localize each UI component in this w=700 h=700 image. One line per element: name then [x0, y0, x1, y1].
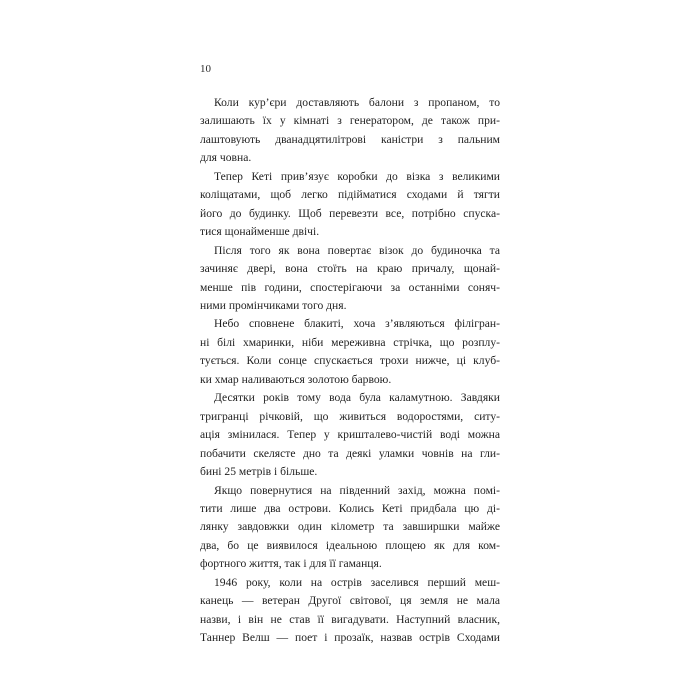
text-line: Коли кур’єри доставляють балони з пропаном, то: [214, 96, 500, 109]
text-line: залишають їх у кімнаті з генератором, де також при-: [200, 114, 500, 128]
page-number: 10: [200, 63, 211, 75]
body-text: [200, 94, 500, 648]
text-line: тується. Коли сонце спускається трохи нижче, ці клуб-: [200, 354, 500, 368]
text-line: ки хмар наливаються золотою барвою.: [200, 372, 392, 386]
text-line: лянку завдовжки один кілометр та завширшки майже: [200, 520, 500, 534]
paragraph: [200, 315, 500, 389]
text-line: Небо сповнене блакиті, хоча з’являються філігран-: [214, 317, 500, 331]
text-line: тригранці річковій, що живиться водоростями, ситу-: [200, 409, 500, 423]
paragraph: [200, 94, 500, 168]
text-line: зачиняє двері, вона стоїть на краю причалу, щонай-: [200, 262, 500, 276]
text-line: ні білі хмаринки, ніби мереживна стрічка, що розплу-: [200, 335, 500, 349]
text-line: лаштовують дванадцятилітрові каністри з пальним: [200, 132, 500, 146]
text-line: Таннер Велш — поет і прозаїк, назвав острів Сходами: [200, 631, 500, 645]
text-line: менше пів години, спостерігаючи за останніми соняч-: [200, 280, 500, 294]
text-line: побачити скелясте дно та деякі уламки човнів на гли-: [200, 446, 500, 460]
text-line: ними промінчиками того дня.: [200, 298, 347, 312]
text-line: для човна.: [200, 151, 252, 165]
paragraph: [200, 574, 500, 648]
paragraph: [200, 242, 500, 316]
text-line: назви, і він не став її вигадувати. Наступний власник,: [200, 612, 500, 626]
text-line: Після того як вона повертає візок до будиночка та: [214, 243, 500, 257]
text-line: фортного життя, так і для її гаманця.: [200, 557, 382, 571]
text-line: канець — ветеран Другої світової, ця земля не мала: [200, 594, 500, 608]
paragraph: [200, 168, 500, 242]
text-line: Тепер Кеті прив’язує коробки до візка з великими: [214, 169, 500, 183]
text-line: Десятки років тому вода була каламутною. Завдяки: [214, 391, 500, 405]
text-line: два, бо це виявилося ідеальною площею як для ком-: [200, 538, 500, 552]
text-line: тити лише два острови. Колись Кеті придбала цю ді-: [200, 501, 500, 515]
text-line: коліщатами, щоб легко підійматися сходами й тягти: [200, 188, 500, 202]
text-line: ація змінилася. Тепер у кришталево-чистій воді можна: [200, 428, 500, 442]
paragraph: [200, 482, 500, 574]
paragraph: [200, 389, 500, 481]
text-line: його до будинку. Щоб перевезти все, потрібно спуска-: [200, 206, 500, 220]
text-line: бині 25 метрів і більше.: [200, 465, 318, 479]
text-line: 1946 року, коли на острів заселився перший меш-: [214, 575, 500, 589]
text-line: тися щонайменше двічі.: [200, 225, 320, 239]
text-line: Якщо повернутися на південний захід, можна помі-: [214, 483, 500, 497]
